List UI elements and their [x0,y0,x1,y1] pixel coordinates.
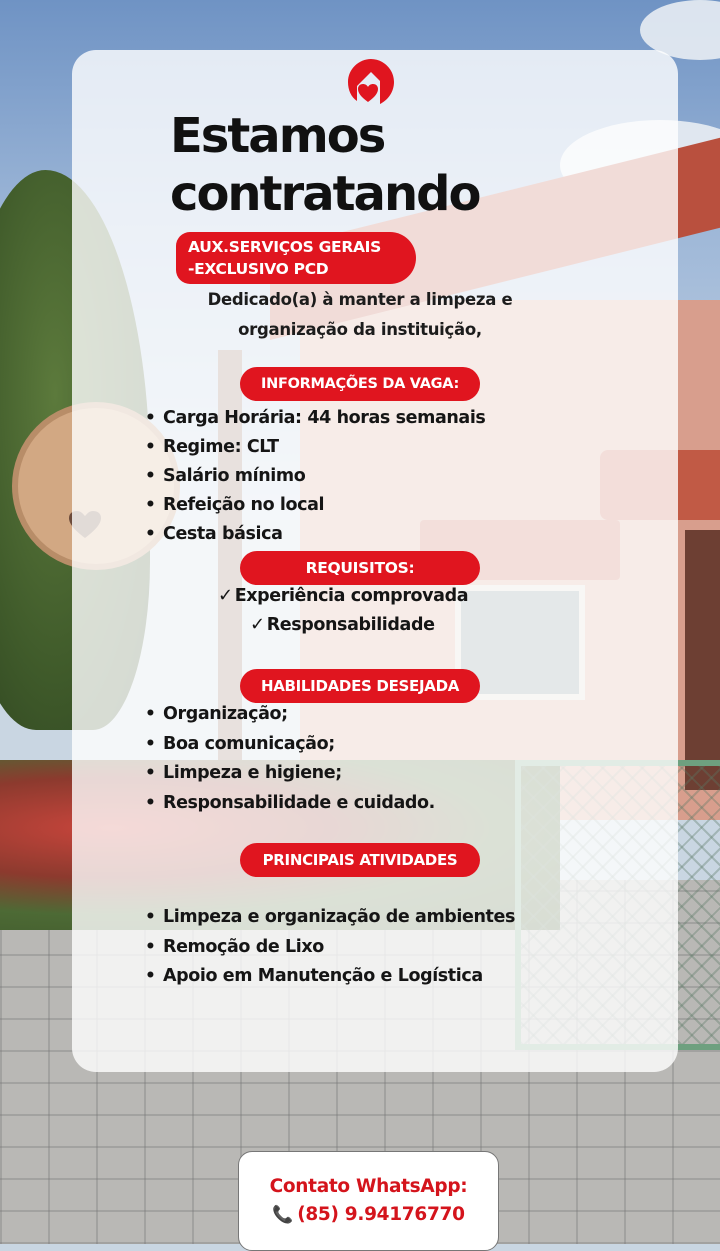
list-item: • Carga Horária: 44 horas semanais [145,408,485,437]
checkmark-icon: ✓ [250,614,265,635]
page-title [170,107,479,223]
list-item: • Remoção de Lixo [145,937,515,967]
job-description [170,285,550,345]
list-item: • Boa comunicação; [145,734,435,764]
section-heading-habilidades: HABILIDADES DESEJADA [240,669,480,703]
requirement-item: ✓ Experiência comprovada [218,585,469,606]
list-item: • Responsabilidade e cuidado. [145,793,435,823]
section-heading-requisitos: REQUISITOS: [240,551,480,585]
list-item: • Cesta básica [145,524,485,553]
contact-label: Contato WhatsApp: [269,1176,468,1197]
skills-list [145,704,435,822]
whatsapp-contact-box[interactable] [238,1151,499,1251]
activities-list [145,907,515,996]
section-heading-atividades: PRINCIPAIS ATIVIDADES [240,843,480,877]
job-title-badge [176,232,416,284]
requirement-item: ✓ Responsabilidade [250,614,435,635]
house-heart-logo-icon [346,57,396,107]
list-item: • Limpeza e higiene; [145,763,435,793]
title-line-2: contratando [170,166,480,222]
job-title-line-2: -EXCLUSIVO PCD [188,260,329,278]
checkmark-icon: ✓ [218,585,233,606]
list-item: • Regime: CLT [145,437,485,466]
list-item: • Salário mínimo [145,466,485,495]
contact-phone[interactable] [239,1204,498,1225]
building-door [685,530,720,790]
section-heading-vaga: INFORMAÇÕES DA VAGA: [240,367,480,401]
job-title-line-1: AUX.SERVIÇOS GERAIS [188,238,381,256]
phone-number: (85) 9.94176770 [297,1204,465,1225]
title-line-1: Estamos [170,108,385,164]
list-item: • Limpeza e organização de ambientes [145,907,515,937]
description-line-1: Dedicado(a) à manter a limpeza e [207,290,513,309]
list-item: • Apoio em Manutenção e Logística [145,966,515,996]
list-item: • Organização; [145,704,435,734]
vaga-info-list [145,408,485,553]
phone-icon: 📞 [272,1205,294,1225]
description-line-2: organização da instituição, [238,320,482,339]
list-item: • Refeição no local [145,495,485,524]
